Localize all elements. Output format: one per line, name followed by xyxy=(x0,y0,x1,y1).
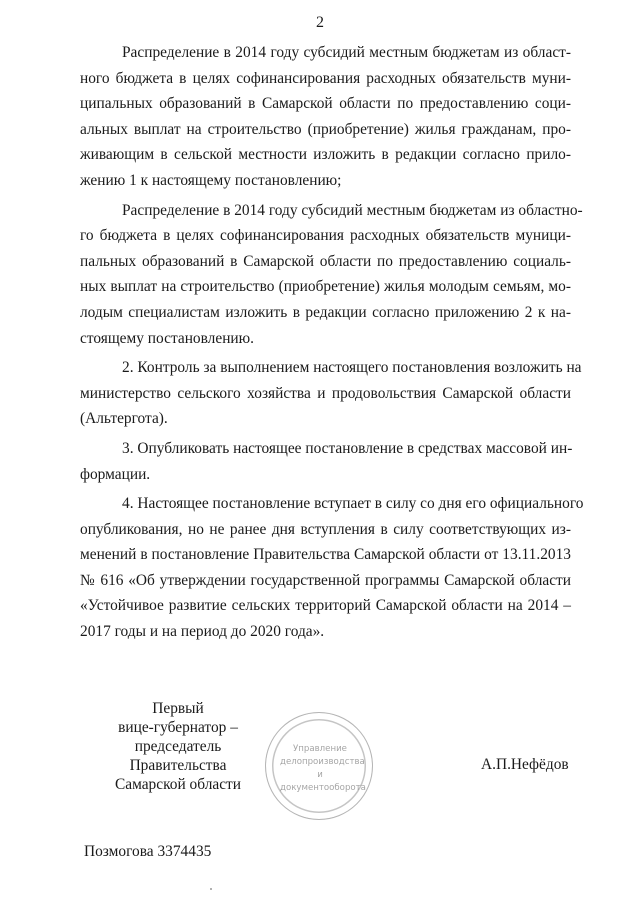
text-line: формации. xyxy=(80,465,151,483)
signatory-name: А.П.Нефёдов xyxy=(481,756,569,773)
stamp-line: Управление xyxy=(293,744,347,754)
text-line: стоящему постановлению. xyxy=(80,329,255,347)
text-line: 2017 годы и на период до 2020 года». xyxy=(80,623,325,641)
executor-note: Позмогова 3374435 xyxy=(84,843,212,860)
scan-speck xyxy=(210,888,212,890)
signatory-line: Первый xyxy=(152,700,204,717)
text-line: го бюджета в целях софинансирования расходных обязательств муници- xyxy=(80,227,571,245)
paragraph-subsidies-young-families xyxy=(80,198,583,352)
registration-stamp xyxy=(265,712,373,820)
text-line: альных выплат на строительство (приобретение) жилья гражданам, про- xyxy=(80,120,571,138)
paragraph-publication xyxy=(80,436,573,487)
text-line: ных выплат на строительство (приобретение) жилья молодым семьям, мо- xyxy=(80,278,571,296)
text-line: Распределение в 2014 году субсидий местным бюджетам из област- xyxy=(122,44,571,61)
text-line: жению 1 к настоящему постановлению; xyxy=(80,171,342,189)
stamp-line: делопроизводства xyxy=(280,757,365,767)
paragraph-subsidies-rural xyxy=(80,40,571,194)
paragraph-effective-date xyxy=(80,491,584,645)
text-line: министерство сельского хозяйства и продовольствия Самарской области xyxy=(80,384,571,402)
text-line: живающим в сельской местности изложить в редакции согласно прило- xyxy=(80,146,571,164)
text-line: Распределение в 2014 году субсидий местным бюджетам из областно- xyxy=(122,201,583,219)
text-line: опубликования, но не ранее дня вступления в силу соответствующих из- xyxy=(80,520,571,538)
stamp-text xyxy=(280,743,366,795)
text-line: пальных образований в Самарской области по предоставлению социаль- xyxy=(80,252,571,270)
text-line: ципальных образований в Самарской области по предоставлению соци- xyxy=(80,95,571,113)
text-line: менений в постановление Правительства Самарской области от 13.11.2013 xyxy=(80,546,571,564)
page-number: 2 xyxy=(316,14,324,31)
text-line: 3. Опубликовать настоящее постановление в средствах массовой ин- xyxy=(122,439,573,457)
signatory-title xyxy=(86,699,270,794)
signatory-line: Самарской области xyxy=(114,776,241,793)
document-body xyxy=(80,40,584,649)
text-line: (Альтергота). xyxy=(80,410,168,428)
text-line: 4. Настоящее постановление вступает в силу со дня его официального xyxy=(122,495,584,513)
text-line: 2. Контроль за выполнением настоящего постановления возложить на xyxy=(122,359,582,377)
signatory-line: председатель Правительства xyxy=(129,738,227,774)
text-line: ного бюджета в целях софинансирования расходных обязательств муни- xyxy=(80,69,571,87)
paragraph-control xyxy=(80,355,582,432)
text-line: лодым специалистам изложить в редакции согласно приложению 2 к на- xyxy=(80,303,571,321)
stamp-line: и документооборота xyxy=(280,770,366,793)
text-line: № 616 «Об утверждении государственной программы Самарской области xyxy=(80,571,571,589)
text-line: «Устойчивое развитие сельских территорий Самарской области на 2014 – xyxy=(80,597,571,615)
signatory-line: вице-губернатор – xyxy=(118,719,238,736)
